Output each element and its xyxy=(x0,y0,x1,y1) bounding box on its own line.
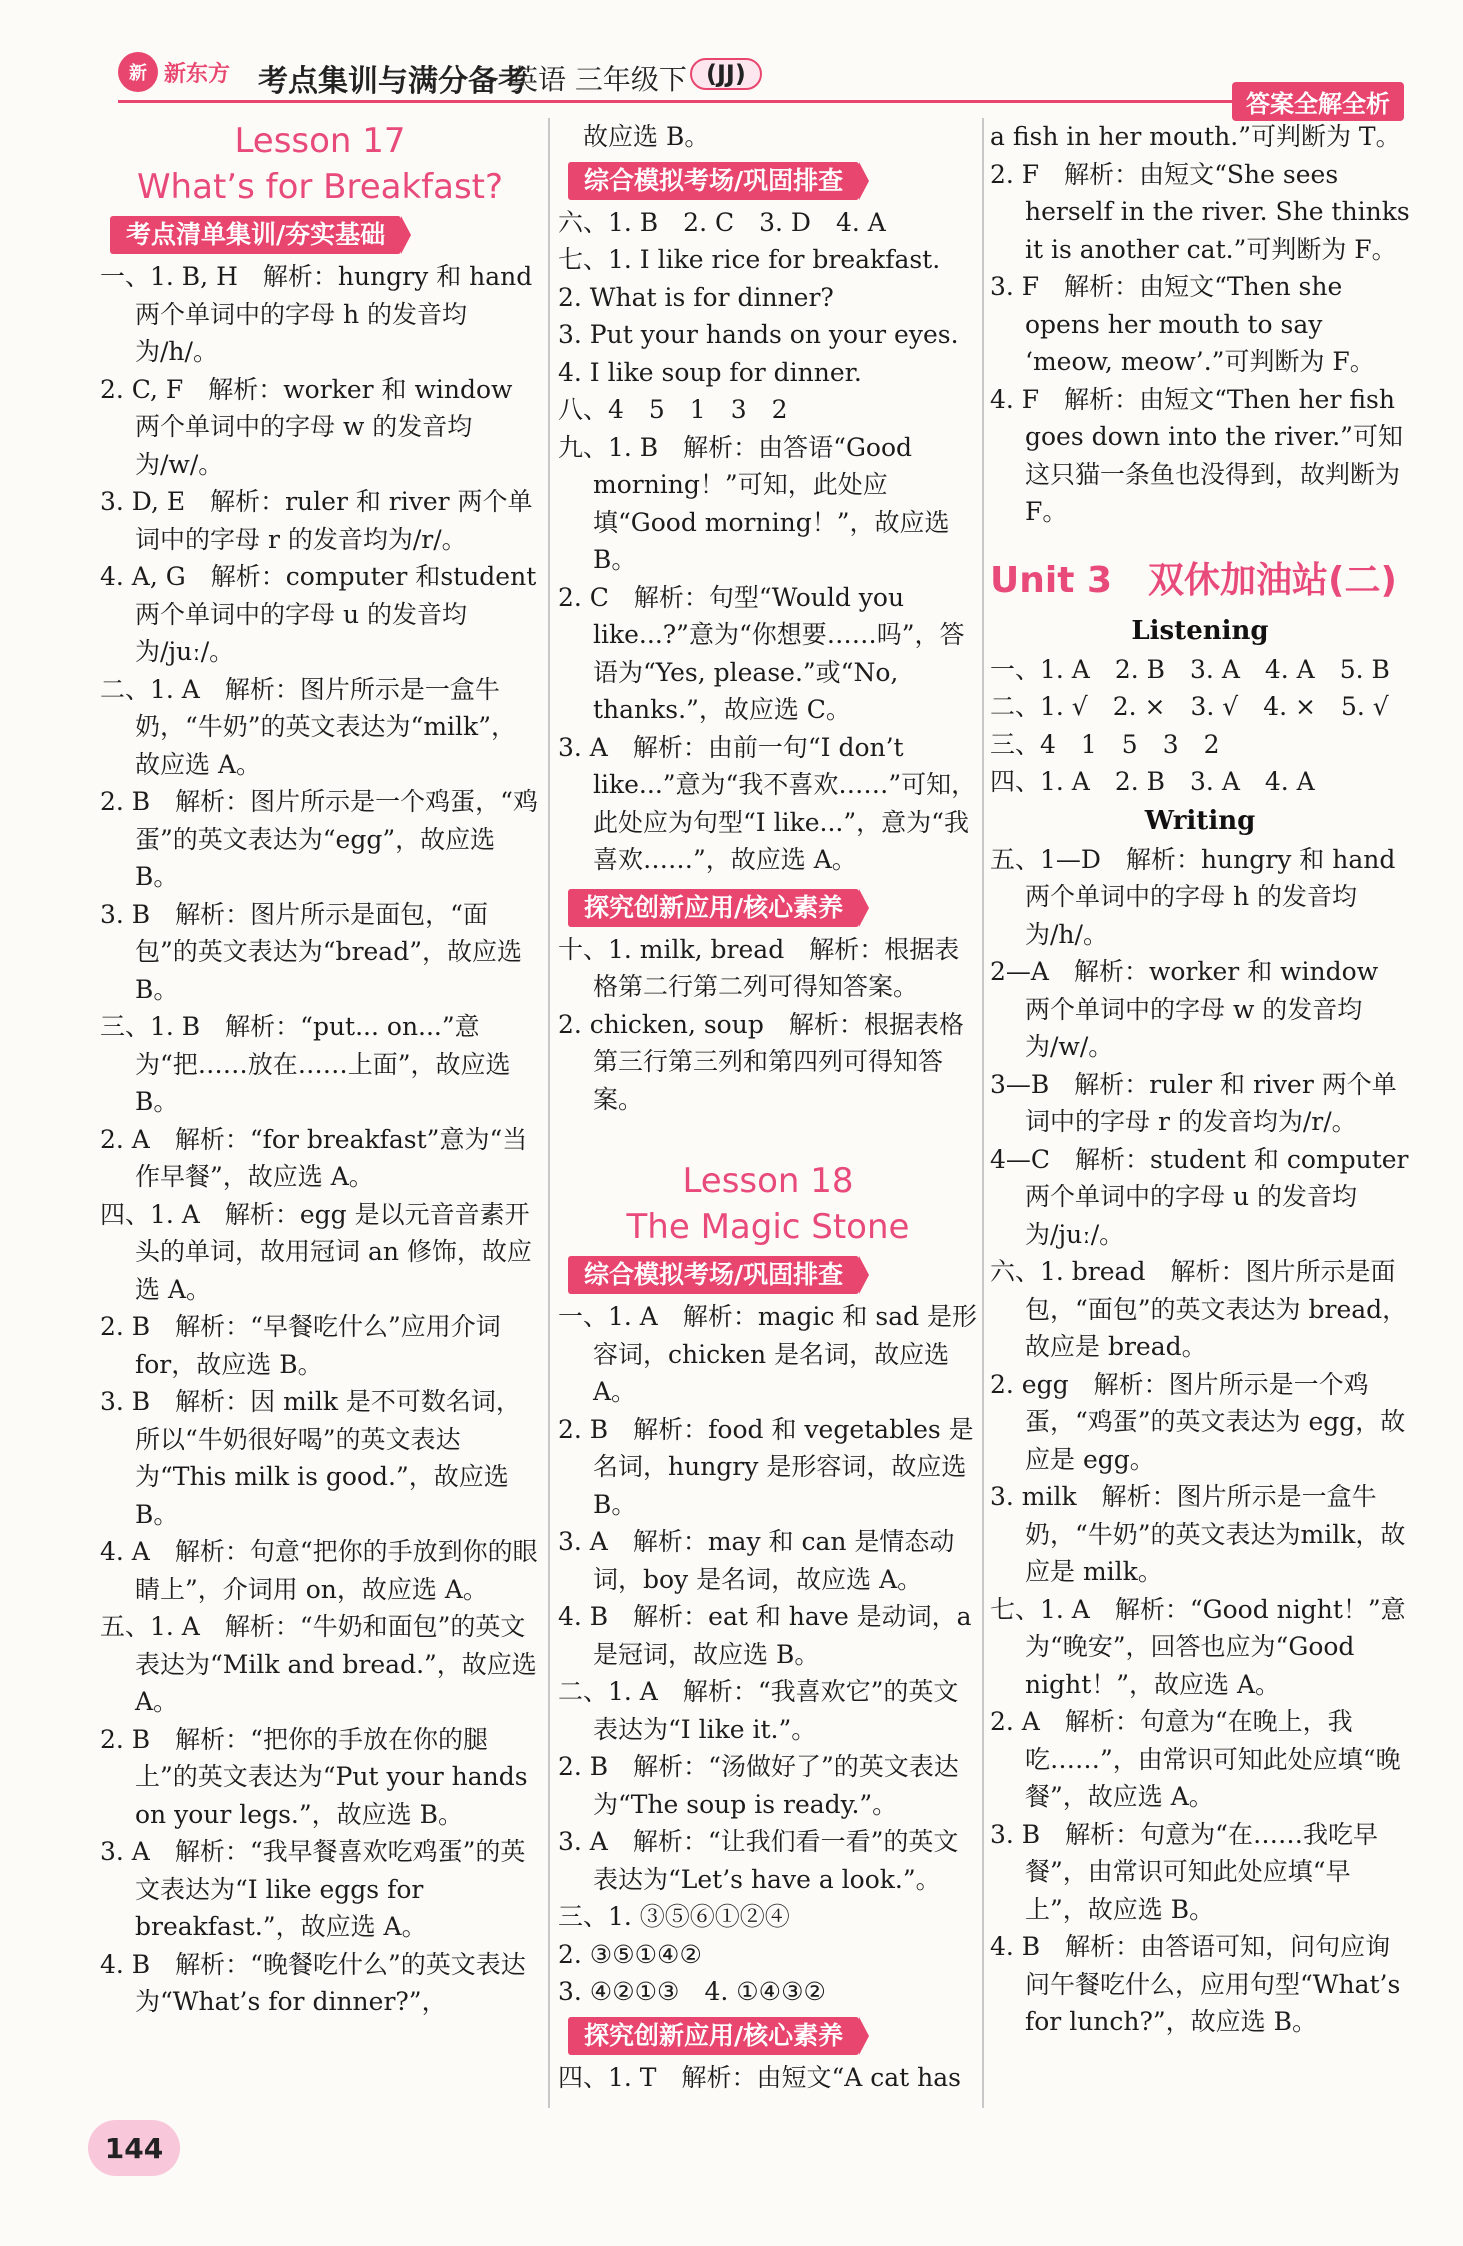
section-banner: 考点清单集训/夯实基础 xyxy=(110,216,401,254)
answer-line: 四、1. T 解析：由短文“A cat has xyxy=(558,2062,961,2092)
answer-line: 3. A 解析：“我早餐喜欢吃鸡蛋”的英文表达为“I like eggs for breakfast.”，故应选 A。 xyxy=(100,1837,526,1941)
answer-line: 三、1. ③⑤⑥①②④ xyxy=(558,1902,790,1931)
lesson-17-subtitle: What’s for Breakfast? xyxy=(136,167,504,207)
section-banner: 探究创新应用/核心素养 xyxy=(568,889,859,927)
logo-text: 新东方 xyxy=(164,61,231,87)
answer-list xyxy=(990,118,1410,531)
answer-list xyxy=(990,651,1410,801)
answer-list xyxy=(990,841,1410,2041)
answer-line: 2. What is for dinner? xyxy=(558,282,834,312)
answer-line: 五、1—D 解析：hungry 和 hand 两个单词中的字母 h 的发音均为/h/。 xyxy=(990,844,1396,949)
answer-line: 3. Put your hands on your eyes. xyxy=(558,320,959,349)
section-banner: 探究创新应用/核心素养 xyxy=(568,2017,859,2055)
answer-line: 3—B 解析：ruler 和 river 两个单词中的字母 r 的发音均为/r/。 xyxy=(990,1069,1397,1136)
answer-line: 3. ④②①③ 4. ①④③② xyxy=(558,1977,826,2006)
lesson-18-subtitle: The Magic Stone xyxy=(626,1207,910,1247)
writing-heading: Writing xyxy=(1144,805,1256,836)
answer-line: 五、1. A 解析：“牛奶和面包”的英文表达为“Milk and bread.”，故应选 A。 xyxy=(100,1612,537,1716)
answer-line: 二、1. A 解析：“我喜欢它”的英文表达为“I like it.”。 xyxy=(558,1677,959,1744)
answer-line: 四、1. A 2. B 3. A 4. A xyxy=(990,767,1315,796)
answer-line: 2. A 解析：“for breakfast”意为“当作早餐”，故应选 A。 xyxy=(100,1124,528,1191)
column-divider xyxy=(982,118,984,2108)
column-divider xyxy=(548,118,550,2108)
answer-line: 一、1. B, H 解析：hungry 和 hand 两个单词中的字母 h 的发音均为/h/。 xyxy=(100,262,533,366)
answer-line: 2. C 解析：句型“Would you like...?”意为“你想要……吗”，答语为“Yes, please.”或“No, thanks.”，故应选 C。 xyxy=(558,582,965,724)
answer-line: 四、1. A 解析：egg 是以元音音素开头的单词，故用冠词 an 修饰，故应选 A。 xyxy=(100,1199,532,1304)
answer-line: 3. A 解析：由前一句“I don’t like...”意为“我不喜欢……”可知，此处应为句型“I like...”，意为“我喜欢……”，故应选 A。 xyxy=(558,732,977,874)
answer-line: 六、1. B 2. C 3. D 4. A xyxy=(558,207,886,237)
answer-line: 2. ③⑤①④② xyxy=(558,1939,702,1969)
unit-3-title: Unit 3 双休加油站(二) xyxy=(990,559,1397,601)
answer-line: 3. A 解析：“让我们看一看”的英文表达为“Let’s have a look.”。 xyxy=(558,1827,959,1894)
answer-line: 一、1. A 2. B 3. A 4. A 5. B xyxy=(990,654,1390,684)
answer-list xyxy=(558,931,978,1119)
answer-line: 八、4 5 1 3 2 xyxy=(558,395,788,424)
answer-line: 2. egg 解析：图片所示是一个鸡蛋，“鸡蛋”的英文表达为 egg，故应是 egg。 xyxy=(990,1369,1406,1474)
answer-line: 九、1. B 解析：由答语“Good morning！”可知，此处应填“Good morning！”，故应选 B。 xyxy=(558,432,950,574)
answer-list xyxy=(100,258,540,2021)
answer-line: 4. A 解析：句意“把你的手放到你的眼睛上”，介词用 on，故应选 A。 xyxy=(100,1537,538,1604)
answer-line: 4. A, G 解析：computer 和student 两个单词中的字母 u 的发音均为/juː/。 xyxy=(100,562,537,666)
lesson-17-title: Lesson 17 xyxy=(234,121,406,161)
answer-line: 3. milk 解析：图片所示是一盒牛奶，“牛奶”的英文表达为milk，故应是 milk。 xyxy=(990,1482,1406,1586)
answer-line: a fish in her mouth.”可判断为 T。 xyxy=(990,122,1401,151)
answer-line: 2. F 解析：由短文“She sees herself in the river. She thinks it is another cat.”可判断为 F。 xyxy=(990,159,1410,264)
column-2 xyxy=(558,118,978,2096)
answer-line: 2. B 解析：图片所示是一个鸡蛋，“鸡蛋”的英文表达为“egg”，故应选 B。 xyxy=(100,787,538,891)
answer-line: 2. A 解析：句意为“在晚上，我吃……”，由常识可知此处应填“晚餐”，故应选 A。 xyxy=(990,1707,1401,1811)
answer-line: 2. B 解析：“早餐吃什么”应用介词 for，故应选 B。 xyxy=(100,1312,501,1379)
answer-line: 2. C, F 解析：worker 和 window 两个单词中的字母 w 的发音均为/w/。 xyxy=(100,374,513,479)
answer-line: 2—A 解析：worker 和 window 两个单词中的字母 w 的发音均为/w/。 xyxy=(990,957,1379,1061)
answer-line: 一、1. A 解析：magic 和 sad 是形容词，chicken 是名词，故应选 A。 xyxy=(558,1302,978,1406)
answer-list xyxy=(558,1298,978,2011)
page-number: 144 xyxy=(88,2120,180,2176)
answer-line: 3. F 解析：由短文“Then she opens her mouth to say ‘meow, meow’.”可判断为 F。 xyxy=(990,272,1375,376)
answer-line: 七、1. A 解析：“Good night！”意为“晚安”，回答也应为“Good night！”，故应选 A。 xyxy=(990,1594,1406,1699)
subject-grade: 英语 三年级下 xyxy=(510,63,687,96)
answer-line: 3. B 解析：句意为“在……我吃早餐”，由常识可知此处应填“早上”，故应选 B。 xyxy=(990,1819,1378,1924)
answer-tag: 答案全解全析 xyxy=(1232,82,1404,121)
page-header xyxy=(0,0,1463,118)
logo-badge-icon: 新 xyxy=(118,52,158,92)
answer-line: 2. B 解析：food 和 vegetables 是名词，hungry 是形容词，故应选 B。 xyxy=(558,1414,974,1519)
publisher-logo xyxy=(118,52,230,92)
answer-line: 4. F 解析：由短文“Then her fish goes down into the river.”可知这只猫一条鱼也没得到，故判断为 F。 xyxy=(990,384,1403,526)
answer-line: 2. chicken, soup 解析：根据表格第三行第三列和第四列可得知答案。 xyxy=(558,1009,964,1114)
answer-line: 2. B 解析：“把你的手放在你的腿上”的英文表达为“Put your hands on your legs.”，故应选 B。 xyxy=(100,1724,528,1829)
header-rule xyxy=(118,100,1398,103)
listening-heading: Listening xyxy=(1131,615,1269,646)
answer-line: 4—C 解析：student 和 computer 两个单词中的字母 u 的发音均为/juː/。 xyxy=(990,1144,1409,1249)
answer-line: 4. B 解析：“晚餐吃什么”的英文表达为“What’s for dinner?”， xyxy=(100,1949,526,2016)
column-3 xyxy=(990,118,1410,2041)
answer-line: 3. B 解析：因 milk 是不可数名词，所以“牛奶很好喝”的英文表达为“This milk is good.”，故应选B。 xyxy=(100,1387,521,1529)
answer-line: 3. B 解析：图片所示是面包，“面包”的英文表达为“bread”，故应选 B。 xyxy=(100,899,523,1004)
answer-line: 六、1. bread 解析：图片所示是面包，“面包”的英文表达为 bread，故应是 bread。 xyxy=(990,1257,1408,1361)
answer-line: 十、1. milk, bread 解析：根据表格第二行第二列可得知答案。 xyxy=(558,934,960,1001)
series-title: 考点集训与满分备考 xyxy=(258,64,528,99)
column-1 xyxy=(100,118,540,2021)
answer-line: 4. B 解析：由答语可知，问句应询问午餐吃什么，应用句型“What’s for lunch?”，故应选 B。 xyxy=(990,1932,1401,2036)
answer-line: 3. D, E 解析：ruler 和 river 两个单词中的字母 r 的发音均为/r/。 xyxy=(100,487,533,554)
answer-line: 三、1. B 解析：“put... on...”意为“把……放在……上面”，故应选 B。 xyxy=(100,1012,511,1116)
answer-line: 4. B 解析：eat 和 have 是动词，a 是冠词，故应选 B。 xyxy=(558,1602,972,1669)
answer-line: 二、1. A 解析：图片所示是一盒牛奶，“牛奶”的英文表达为“milk”，故应选 A。 xyxy=(100,674,516,779)
answer-line: 七、1. I like rice for breakfast. xyxy=(558,245,941,274)
edition-badge: (JJ) xyxy=(690,58,762,90)
answer-list xyxy=(558,204,978,879)
answer-line: 故应选 B。 xyxy=(583,122,710,151)
answer-line: 2. B 解析：“汤做好了”的英文表达为“The soup is ready.”。 xyxy=(558,1752,959,1819)
answer-line: 4. I like soup for dinner. xyxy=(558,357,862,387)
answer-line: 3. A 解析：may 和 can 是情态动词，boy 是名词，故应选 A。 xyxy=(558,1527,955,1594)
section-banner: 综合模拟考场/巩固排查 xyxy=(568,1256,859,1294)
section-banner: 综合模拟考场/巩固排查 xyxy=(568,162,859,200)
answer-line: 二、1. √ 2. × 3. √ 4. × 5. √ xyxy=(990,692,1389,721)
answer-line: 三、4 1 5 3 2 xyxy=(990,729,1220,759)
lesson-18-title: Lesson 18 xyxy=(682,1161,854,1201)
